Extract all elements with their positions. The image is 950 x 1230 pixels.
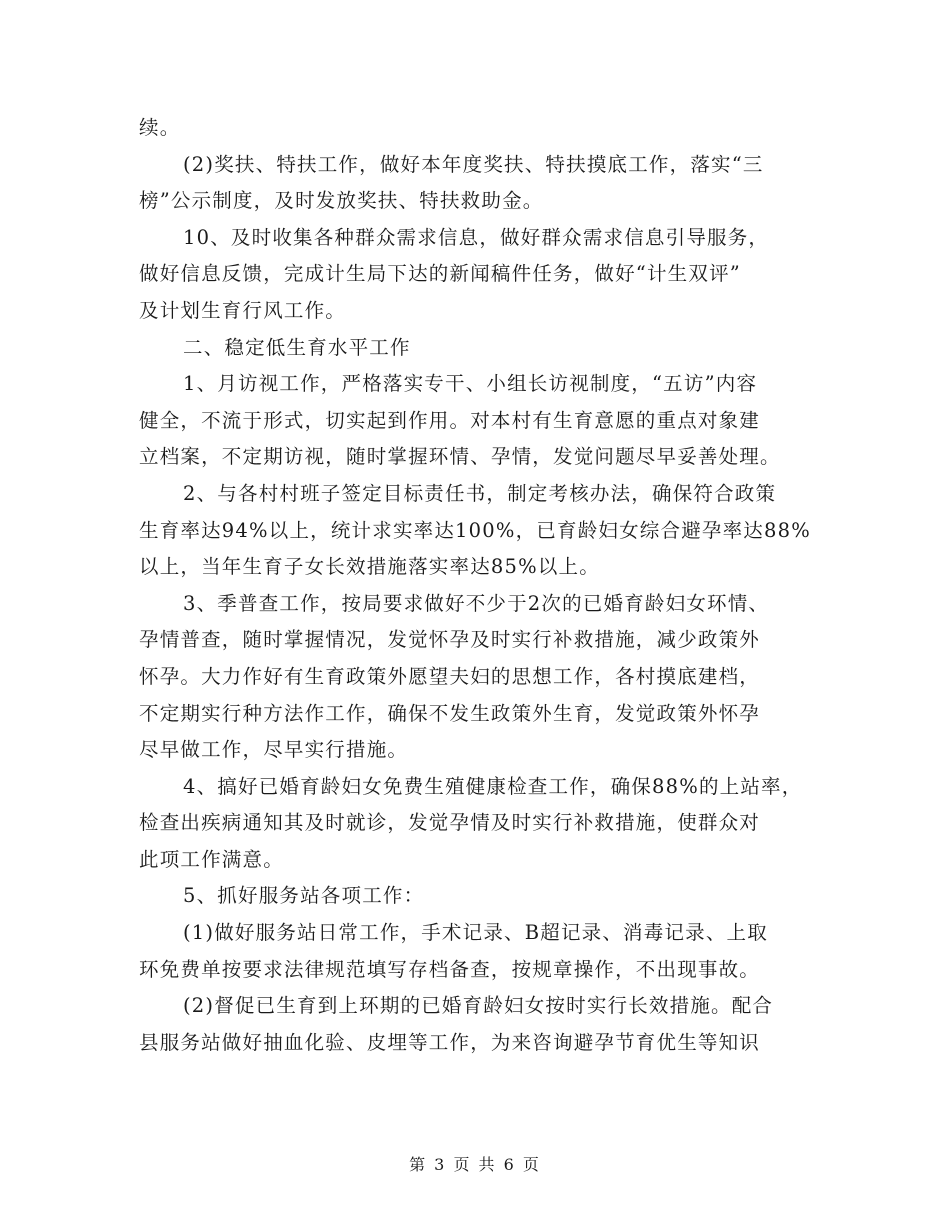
text-line: 孕情普查，随时掌握情况，发觉怀孕及时实行补救措施，减少政策外: [139, 628, 761, 652]
text-line: 县服务站做好抽血化验、皮埋等工作，为来咨询避孕节育优生等知识: [139, 1030, 761, 1054]
text-line: 检查出疾病通知其及时就诊，发觉孕情及时实行补救措施，使群众对: [139, 811, 761, 835]
text-line: 2、与各村村班子签定目标责任书，制定考核办法，确保符合政策: [183, 481, 777, 505]
text-line: 此项工作满意。: [139, 847, 284, 871]
text-line: 尽早做工作，尽早实行措施。: [139, 738, 409, 762]
page-footer: 第 3 页 共 6 页: [409, 1155, 541, 1174]
text-line: 5、抓好服务站各项工作：: [183, 884, 425, 908]
text-line: 及计划生育行风工作。: [139, 298, 347, 322]
text-line: 榜”公示制度，及时发放奖扶、特扶救助金。: [139, 189, 544, 213]
text-line: 生育率达94%以上，统计求实率达100%，已育龄妇女综合避孕率达88%: [139, 518, 811, 542]
text-line: 二、稳定低生育水平工作: [183, 335, 411, 359]
text-line: 以上，当年生育子女长效措施落实率达85%以上。: [139, 555, 600, 579]
document-body: [139, 110, 819, 1061]
text-line: (2)督促已生育到上环期的已婚育龄妇女按时实行长效措施。配合: [183, 994, 774, 1018]
text-line: 不定期实行种方法作工作，确保不发生政策外生育，发觉政策外怀孕: [139, 701, 761, 725]
text-line: 续。: [139, 116, 181, 139]
text-line: 环免费单按要求法律规范填写存档备查，按规章操作，不出现事故。: [139, 957, 761, 981]
text-line: 健全，不流于形式，切实起到作用。对本村有生育意愿的重点对象建: [139, 408, 761, 432]
text-line: 1、月访视工作，严格落实专干、小组长访视制度，“五访”内容: [183, 372, 758, 396]
text-line: (2)奖扶、特扶工作，做好本年度奖扶、特扶摸底工作，落实“三: [183, 152, 764, 176]
text-line: 立档案，不定期访视，随时掌握环情、孕情，发觉问题尽早妥善处理。: [139, 445, 781, 469]
text-line: 3、季普查工作，按局要求做好不少于2次的已婚育龄妇女环情、: [183, 591, 770, 615]
text-line: 怀孕。大力作好有生育政策外愿望夫妇的思想工作，各村摸底建档，: [139, 664, 761, 688]
text-line: 10、及时收集各种群众需求信息，做好群众需求信息引导服务，: [183, 225, 770, 249]
text-line: (1)做好服务站日常工作，手术记录、B超记录、消毒记录、上取: [183, 921, 768, 945]
text-line: 4、搞好已婚育龄妇女免费生殖健康检查工作，确保88%的上站率，: [183, 774, 803, 798]
text-line: 做好信息反馈，完成计生局下达的新闻稿件任务，做好“计生双评”: [139, 262, 741, 286]
